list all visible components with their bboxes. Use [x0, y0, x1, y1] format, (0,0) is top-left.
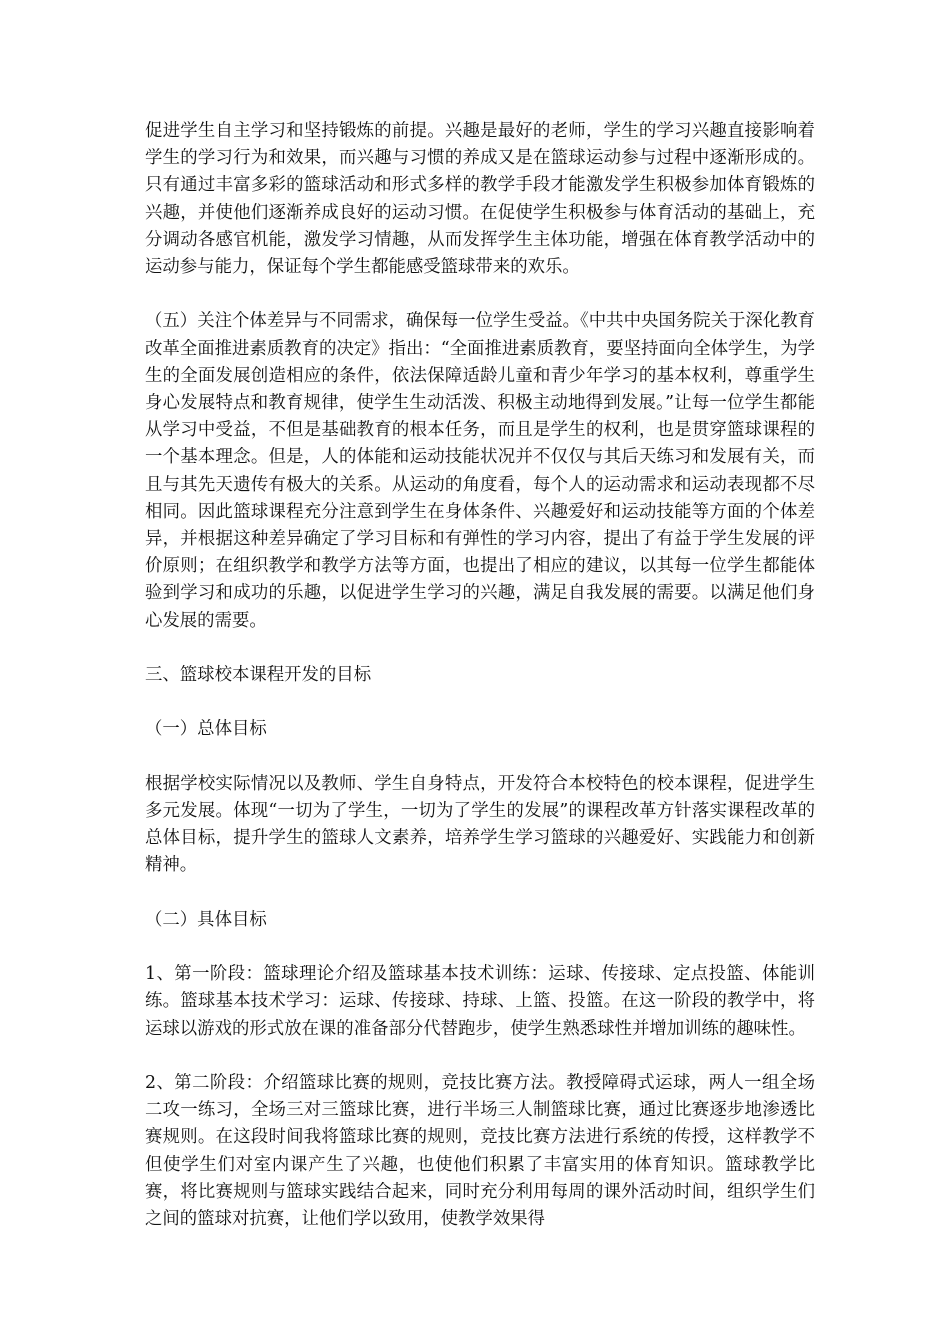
- section-heading-goals: 三、篮球校本课程开发的目标: [145, 665, 372, 686]
- paragraph-individual-differences: （五）关注个体差异与不同需求，确保每一位学生受益。《中共中央国务院关于深化教育改革全面推进素质教育的决定》指出：“全面推进素质教育，要坚持面向全体学生，为学生的全面发展创造相应的条件，依法保障适龄儿童和青少年学习的基本权利，尊重学生身心发展特点和教育规律，使学生生动活泼、积极主动地得到发展。”让每一位学生都能从学习中受益，不但是基础教育的根本任务，而且是学生的权利，也是贯穿篮球课程的一个基本理念。但是，人的体能和运动技能状况并不仅仅与其后天练习和发展有关，而且与其先天遗传有极大的关系。从运动的角度看，每个人的运动需求和运动表现都不尽相同。因此篮球课程充分注意到学生在身体条件、兴趣爱好和运动技能等方面的个体差异，并根据这种差异确定了学习目标和有弹性的学习内容，提出了有益于学生发展的评价原则；在组织教学和教学方法等方面，也提出了相应的建议，以其每一位学生都能体验到学习和成功的乐趣，以促进学生学习的兴趣，满足自我发展的需要。以满足他们身心发展的需要。: [145, 311, 815, 631]
- document-body: [145, 118, 815, 1260]
- paragraph-interest: 促进学生自主学习和坚持锻炼的前提。兴趣是最好的老师，学生的学习兴趣直接影响着学生的学习行为和效果，而兴趣与习惯的养成又是在篮球运动参与过程中逐渐形成的。只有通过丰富多彩的篮球活动和形式多样的教学手段才能激发学生积极参加体育锻炼的兴趣，并使他们逐渐养成良好的运动习惯。在促使学生积极参与体育活动的基础上，充分调动各感官机能，激发学习情趣，从而发挥学生主体功能，增强在体育教学活动中的运动参与能力，保证每个学生都能感受篮球带来的欢乐。: [145, 121, 815, 278]
- subheading-specific-goals: （二）具体目标: [145, 909, 267, 930]
- subheading-overall-goal: （一）总体目标: [145, 719, 267, 740]
- paragraph-stage-one: 1、第一阶段：篮球理论介绍及篮球基本技术训练：运球、传接球、定点投篮、体能训练。篮球基本技术学习：运球、传接球、持球、上篮、投篮。在这一阶段的教学中，将运球以游戏的形式放在课的准备部分代替跑步，使学生熟悉球性并增加训练的趣味性。: [145, 964, 815, 1039]
- paragraph-overall-goal: 根据学校实际情况以及教师、学生自身特点，开发符合本校特色的校本课程，促进学生多元发展。体现“一切为了学生，一切为了学生的发展”的课程改革方针落实课程改革的总体目标，提升学生的篮球人文素养，培养学生学习篮球的兴趣爱好、实践能力和创新精神。: [145, 773, 815, 876]
- paragraph-stage-two: 2、第二阶段：介绍篮球比赛的规则，竞技比赛方法。教授障碍式运球，两人一组全场二攻一练习，全场三对三篮球比赛，进行半场三人制篮球比赛，通过比赛逐步地渗透比赛规则。在这段时间我将篮球比赛的规则，竞技比赛方法进行系统的传授，这样教学不但使学生们对室内课产生了兴趣，也使他们积累了丰富实用的体育知识。篮球教学比赛，将比赛规则与篮球实践结合起来，同时充分利用每周的课外活动时间，组织学生们之间的篮球对抗赛，让他们学以致用，使教学效果得: [145, 1073, 815, 1230]
